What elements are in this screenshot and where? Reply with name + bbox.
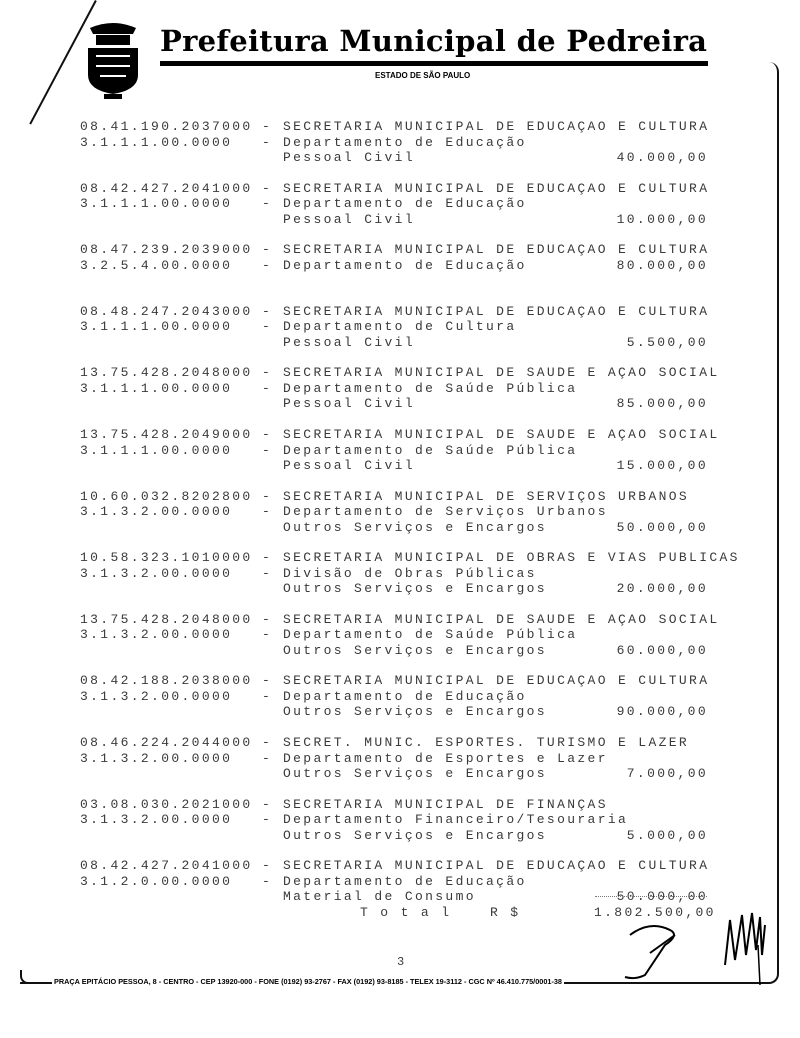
secretaria-name: SECRETARIA MUNICIPAL DE SAUDE E AÇAO SOCIAL [283, 611, 720, 627]
separator-dash: - [262, 442, 273, 458]
entry-amount: 7.000,00 [626, 766, 708, 781]
separator-dash: - [262, 550, 273, 566]
expense-category: Outros Serviços e Encargos [283, 519, 547, 535]
expense-category: Pessoal Civil [283, 458, 415, 473]
separator-dash: - [262, 380, 273, 396]
department-name: Departamento de Esportes e Lazer [283, 750, 608, 766]
separator-dash: - [262, 134, 273, 150]
expense-category: Pessoal Civil [283, 150, 415, 165]
element-code: 3.1.1.1.00.0000 [80, 319, 233, 335]
secretaria-name: SECRETARIA MUNICIPAL DE EDUCAÇAO E CULTURA [283, 858, 710, 874]
entry-amount: 20.000,00 [616, 581, 708, 597]
budget-entry [80, 612, 720, 659]
element-code: 3.2.5.4.00.0000 [80, 257, 233, 273]
department-name: Departamento Financeiro/Tesouraria [283, 812, 629, 828]
page-border-corner [20, 970, 52, 984]
separator-dash: - [262, 873, 273, 889]
entry-amount: 85.000,00 [616, 396, 708, 412]
separator-dash: - [262, 119, 273, 134]
secretaria-name: SECRETARIA MUNICIPAL DE EDUCAÇAO E CULTURA [283, 180, 710, 196]
program-code: 13.75.428.2048000 [80, 365, 253, 381]
separator-dash: - [262, 750, 273, 766]
separator-dash: - [262, 257, 273, 273]
department-name: Departamento de Educação [283, 257, 527, 273]
element-code: 3.1.3.2.00.0000 [80, 812, 233, 828]
department-name: Departamento de Serviços Urbanos [283, 504, 608, 520]
separator-dash: - [262, 365, 273, 381]
expense-category: Outros Serviços e Encargos [283, 766, 547, 781]
expense-category: Pessoal Civil [283, 334, 415, 350]
program-code: 08.41.190.2037000 [80, 119, 253, 134]
separator-dash: - [262, 319, 273, 335]
element-code: 3.1.1.1.00.0000 [80, 380, 233, 396]
entry-amount: 50.000,00 [616, 889, 708, 905]
element-code: 3.1.3.2.00.0000 [80, 750, 233, 766]
secretaria-name: SECRETARIA MUNICIPAL DE EDUCAÇAO E CULTURA [283, 673, 710, 689]
entry-amount: 40.000,00 [616, 150, 708, 165]
entry-amount: 90.000,00 [616, 704, 708, 720]
separator-dash: - [262, 812, 273, 828]
separator-dash: - [262, 180, 273, 196]
expense-category: Material de Consumo [283, 889, 476, 905]
secretaria-name: SECRETARIA MUNICIPAL DE SERVIÇOS URBANOS [283, 488, 690, 504]
program-code: 08.42.427.2041000 [80, 180, 253, 196]
budget-entry [80, 242, 720, 273]
program-code: 13.75.428.2048000 [80, 611, 253, 627]
department-name: Departamento de Saúde Pública [283, 380, 578, 396]
separator-dash: - [262, 627, 273, 643]
element-code: 3.1.1.1.00.0000 [80, 196, 233, 212]
program-code: 08.48.247.2043000 [80, 303, 253, 319]
separator-dash: - [262, 735, 273, 750]
total-amount: 1.802.500,00 [594, 905, 716, 920]
separator-dash: - [262, 796, 273, 812]
element-code: 3.1.3.2.00.0000 [80, 504, 233, 520]
title-underline [160, 61, 708, 66]
budget-entry [80, 550, 740, 597]
total-currency: R $ [490, 905, 521, 920]
signature-icon [610, 905, 780, 985]
expense-category: Outros Serviços e Encargos [283, 704, 547, 720]
budget-entry [80, 304, 720, 351]
secretaria-name: SECRETARIA MUNICIPAL DE FINANÇAS [283, 796, 608, 812]
budget-entry [80, 797, 720, 844]
entry-amount: 10.000,00 [616, 211, 708, 227]
separator-dash: - [262, 488, 273, 504]
program-code: 08.47.239.2039000 [80, 242, 253, 258]
entry-amount: 50.000,00 [616, 519, 708, 535]
secretaria-name: SECRETARIA MUNICIPAL DE EDUCAÇAO E CULTURA [283, 303, 710, 319]
budget-entry [80, 119, 720, 166]
entry-amount: 80.000,00 [616, 257, 708, 273]
secretaria-name: SECRET. MUNIC. ESPORTES. TURISMO E LAZER [283, 735, 690, 750]
budget-entry [80, 427, 720, 474]
separator-dash: - [262, 611, 273, 627]
budget-entry [80, 858, 720, 905]
budget-entry [80, 365, 720, 412]
footer-address: PRAÇA EPITÁCIO PESSOA, 8 - CENTRO - CEP 13920-000 - FONE (0192) 93-2767 - FAX (0192) 93-8185 - TELEX 19-3112 - CGC Nº 46.410.775/0001-38 [54, 977, 562, 986]
program-code: 13.75.428.2049000 [80, 427, 253, 442]
separator-dash: - [262, 673, 273, 689]
department-name: Departamento de Saúde Pública [283, 442, 578, 458]
department-name: Departamento de Saúde Pública [283, 627, 578, 643]
element-code: 3.1.3.2.00.0000 [80, 565, 233, 581]
expense-category: Pessoal Civil [283, 396, 415, 412]
expense-category: Outros Serviços e Encargos [283, 827, 547, 843]
budget-entry [80, 735, 720, 782]
separator-dash: - [262, 565, 273, 581]
state-subtitle: ESTADO DE SÃO PAULO [375, 71, 471, 80]
entry-amount: 15.000,00 [616, 458, 708, 473]
secretaria-name: SECRETARIA MUNICIPAL DE SAUDE E AÇAO SOCIAL [283, 365, 720, 381]
entry-amount: 5.000,00 [626, 827, 708, 843]
separator-dash: - [262, 303, 273, 319]
secretaria-name: SECRETARIA MUNICIPAL DE OBRAS E VIAS PUBLICAS [283, 550, 740, 566]
document-title: Prefeitura Municipal de Pedreira [160, 24, 708, 58]
program-code: 03.08.030.2021000 [80, 796, 253, 812]
department-name: Departamento de Educação [283, 688, 527, 704]
department-name: Departamento de Cultura [283, 319, 517, 335]
element-code: 3.1.1.1.00.0000 [80, 442, 233, 458]
entry-amount: 60.000,00 [616, 642, 708, 658]
department-name: Divisão de Obras Públicas [283, 565, 537, 581]
separator-dash: - [262, 858, 273, 874]
element-code: 3.1.3.2.00.0000 [80, 688, 233, 704]
department-name: Departamento de Educação [283, 196, 527, 212]
municipal-crest-icon [78, 20, 148, 100]
program-code: 10.58.323.1010000 [80, 550, 253, 566]
separator-dash: - [262, 242, 273, 258]
separator-dash: - [262, 688, 273, 704]
separator-dash: - [262, 196, 273, 212]
expense-category: Pessoal Civil [283, 211, 415, 227]
secretaria-name: SECRETARIA MUNICIPAL DE EDUCAÇAO E CULTURA [283, 242, 710, 258]
separator-dash: - [262, 504, 273, 520]
page-number: 3 [397, 955, 405, 969]
element-code: 3.1.2.0.00.0000 [80, 873, 233, 889]
fine-dotted-line [595, 896, 707, 897]
element-code: 3.1.1.1.00.0000 [80, 134, 233, 150]
element-code: 3.1.3.2.00.0000 [80, 627, 233, 643]
secretaria-name: SECRETARIA MUNICIPAL DE SAUDE E AÇAO SOCIAL [283, 427, 720, 442]
separator-dash: - [262, 427, 273, 442]
program-code: 10.60.032.8202800 [80, 488, 253, 504]
program-code: 08.42.188.2038000 [80, 673, 253, 689]
department-name: Departamento de Educação [283, 873, 527, 889]
budget-entry [80, 489, 720, 536]
entry-amount: 5.500,00 [626, 334, 708, 350]
program-code: 08.46.224.2044000 [80, 735, 253, 750]
budget-entry [80, 673, 720, 720]
expense-category: Outros Serviços e Encargos [283, 642, 547, 658]
program-code: 08.42.427.2041000 [80, 858, 253, 874]
budget-entry [80, 181, 720, 228]
total-label: T o t a l [360, 905, 452, 920]
expense-category: Outros Serviços e Encargos [283, 581, 547, 597]
secretaria-name: SECRETARIA MUNICIPAL DE EDUCAÇAO E CULTURA [283, 119, 710, 134]
department-name: Departamento de Educação [283, 134, 527, 150]
